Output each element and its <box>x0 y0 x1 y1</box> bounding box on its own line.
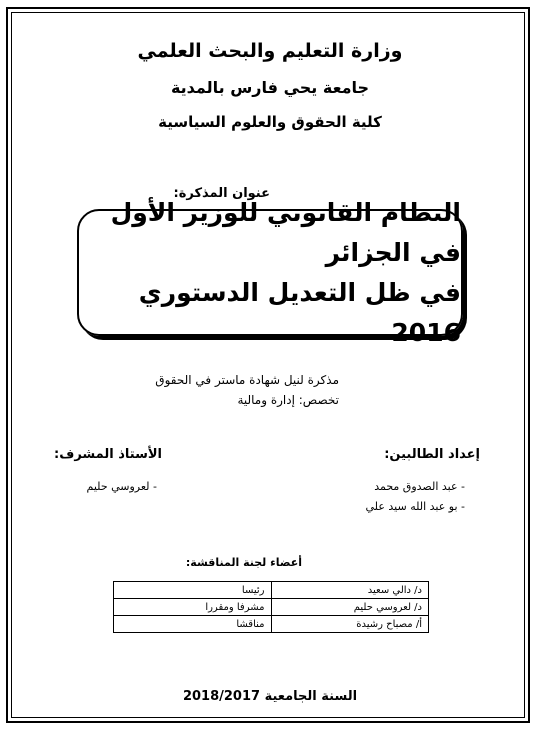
faculty-heading: كلية الحقوق والعلوم السياسية <box>158 113 382 131</box>
student-name: - عبد الصدوق محمد <box>374 480 465 493</box>
university-heading: جامعة يحي فارس بالمدية <box>170 78 370 97</box>
member-name: د/ لعروسي حليم <box>271 599 429 616</box>
degree-statement: مذكرة لنيل شهادة ماستر في الحقوق <box>155 373 339 387</box>
table-row <box>114 582 429 599</box>
member-role: رئيسا <box>114 582 272 599</box>
member-name: د/ دالي سعيد <box>271 582 429 599</box>
thesis-title-label: عنوان المذكرة: <box>173 186 270 201</box>
member-role: مشرفا ومقررا <box>114 599 272 616</box>
supervisor-label: الأستاذ المشرف: <box>54 447 162 462</box>
academic-year: السنة الجامعية 2018/2017 <box>182 689 358 704</box>
member-name: أ/ مصباح رشيدة <box>271 616 429 633</box>
thesis-title-box <box>77 197 463 347</box>
ministry-heading: وزارة التعليم والبحث العلمي <box>137 40 403 62</box>
thesis-title-line-2: في ظل التعديل الدستوري 2016 <box>138 277 461 347</box>
supervisor-name: - لعروسي حليم <box>86 480 157 493</box>
students-label: إعداد الطالبين: <box>384 447 480 462</box>
member-role: مناقشا <box>114 616 272 633</box>
table-row <box>114 616 429 633</box>
thesis-title-line-1: النظام القانوني للوزير الأول في الجزائر <box>110 197 461 267</box>
committee-label: أعضاء لجنة المناقشة: <box>185 556 302 569</box>
committee-table <box>113 581 429 633</box>
specialization: تخصص: إدارة ومالية <box>237 393 339 407</box>
student-name: - بو عبد الله سيد علي <box>365 500 465 513</box>
table-row <box>114 599 429 616</box>
